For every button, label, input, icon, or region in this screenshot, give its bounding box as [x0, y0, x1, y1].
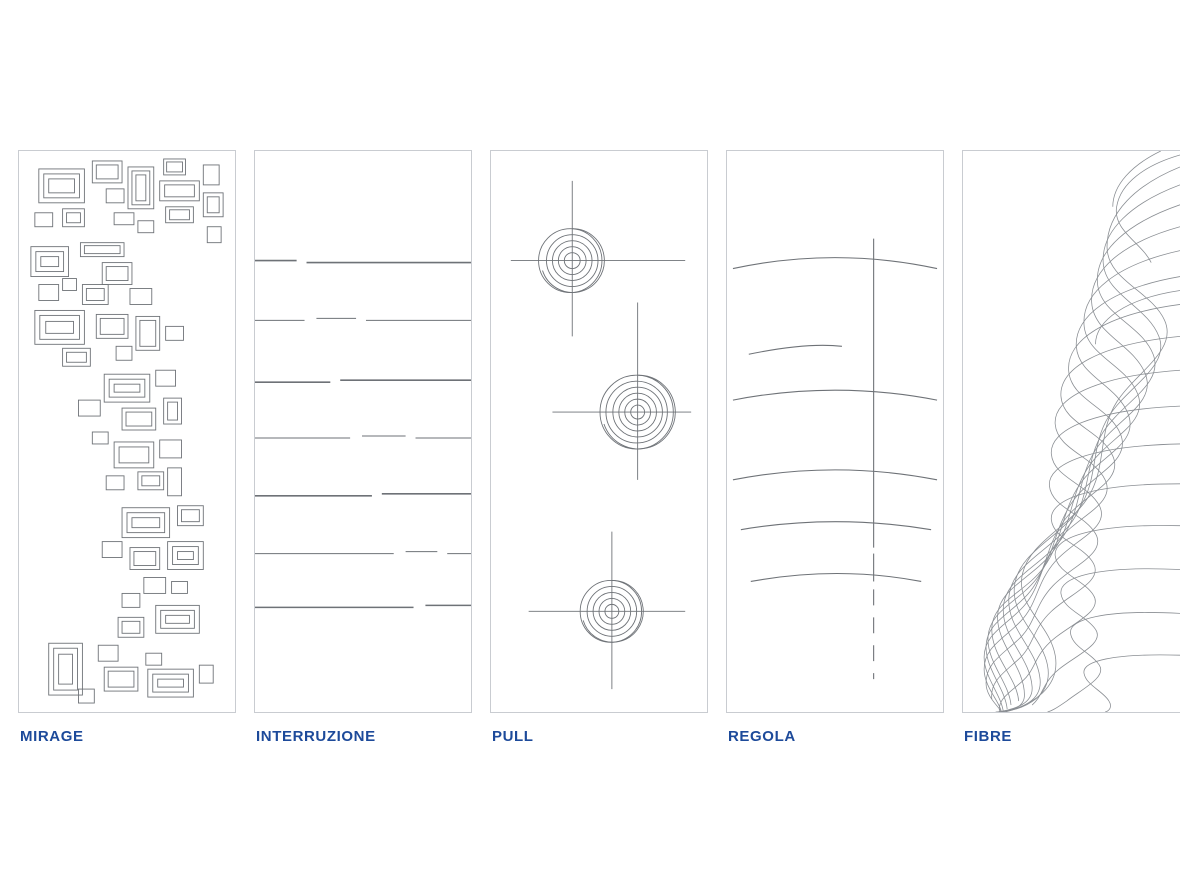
panel-interruzione[interactable]	[254, 150, 472, 745]
panel-caption-mirage: MIRAGE	[20, 728, 84, 745]
panel-caption-interruzione: INTERRUZIONE	[256, 728, 376, 745]
panel-artwork-interruzione	[254, 150, 472, 713]
panel-caption-pull: PULL	[492, 728, 534, 745]
panel-caption-regola: REGOLA	[728, 728, 796, 745]
panel-caption-fibre: FIBRE	[964, 728, 1012, 745]
panel-artwork-mirage	[18, 150, 236, 713]
panel-artwork-regola	[726, 150, 944, 713]
panel-artwork-fibre	[962, 150, 1180, 713]
panel-artwork-pull	[490, 150, 708, 713]
panel-fibre[interactable]	[962, 150, 1180, 745]
panel-regola[interactable]	[726, 150, 944, 745]
panel-mirage[interactable]	[18, 150, 236, 745]
panel-pull[interactable]	[490, 150, 708, 745]
